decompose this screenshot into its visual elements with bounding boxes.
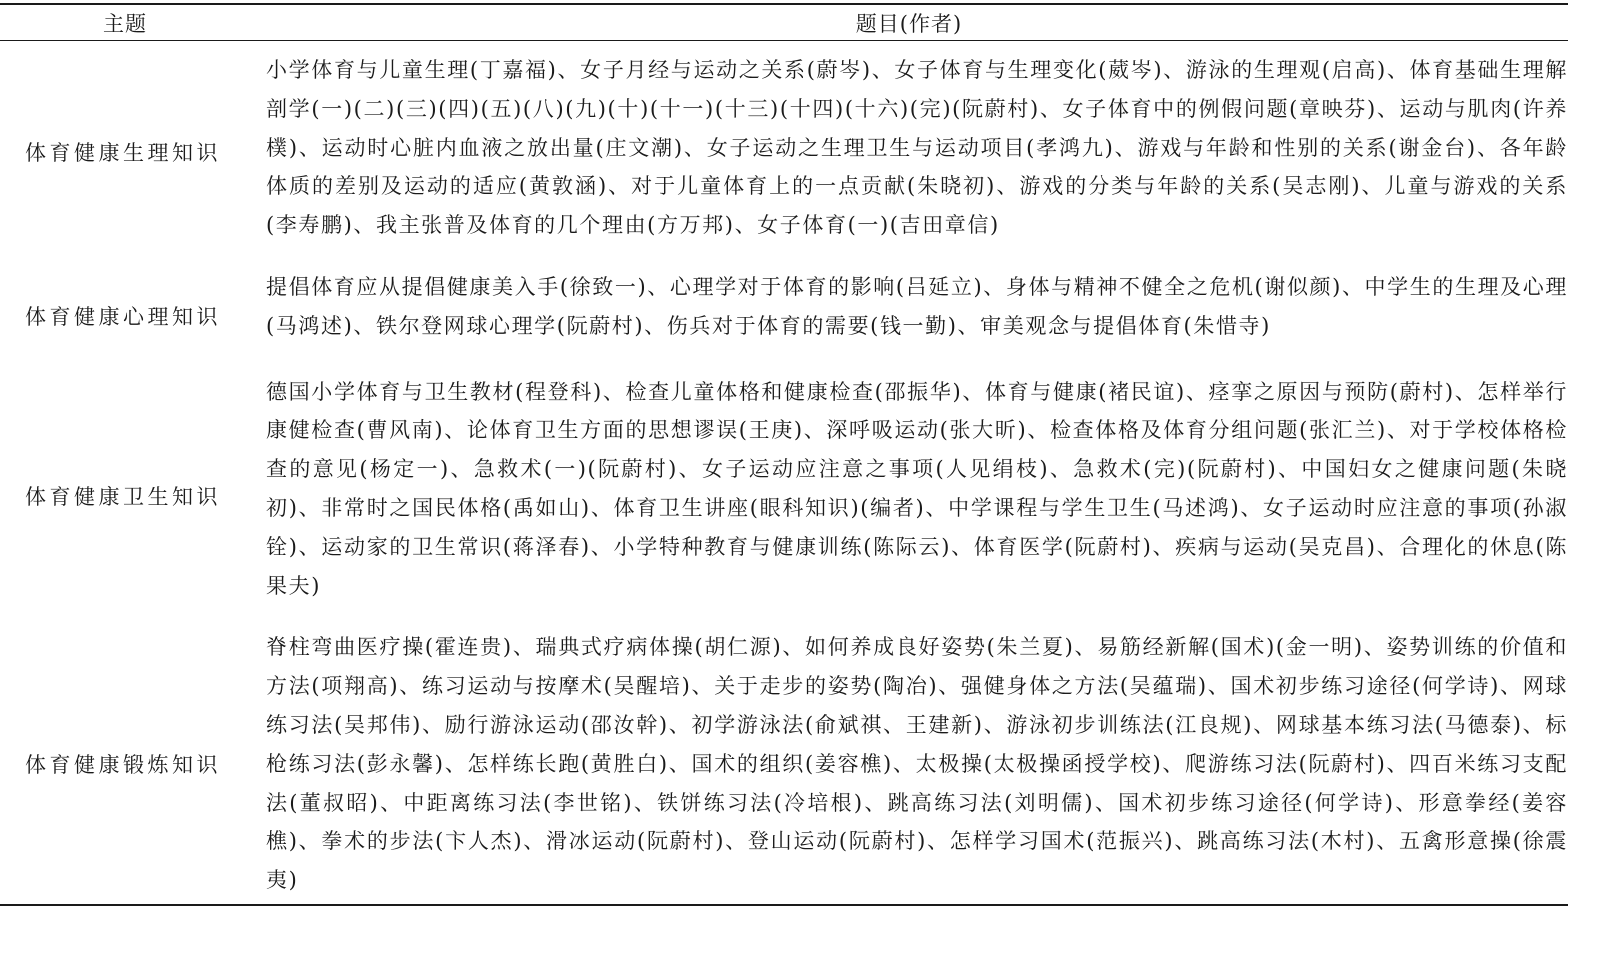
table-row bbox=[0, 624, 1568, 905]
table-row bbox=[0, 41, 1568, 264]
topics-table-container bbox=[0, 3, 1568, 906]
table-body bbox=[0, 41, 1568, 905]
topics-table bbox=[0, 3, 1568, 906]
row-topic: 体育健康生理知识 bbox=[25, 141, 221, 166]
table-header bbox=[0, 4, 1568, 41]
row-topic: 体育健康卫生知识 bbox=[25, 485, 221, 510]
header-items: 题目(作者) bbox=[250, 4, 1568, 41]
header-row bbox=[0, 4, 1568, 41]
table-row bbox=[0, 264, 1568, 369]
row-topic: 体育健康锻炼知识 bbox=[0, 624, 250, 905]
row-items: 提倡体育应从提倡健康美入手(徐致一)、心理学对于体育的影响(吕延立)、身体与精神不健全之危机(谢似颜)、中学生的生理及心理(马鸿述)、铁尔登网球心理学(阮蔚村)、伤兵对于体育的需要(钱一勤)、审美观念与提倡体育(朱惜寺) bbox=[266, 274, 1568, 338]
row-items: 脊柱弯曲医疗操(霍连贵)、瑞典式疗病体操(胡仁源)、如何养成良好姿势(朱兰夏)、易筋经新解(国术)(金一明)、姿势训练的价值和方法(项翔高)、练习运动与按摩术(吴醒培)、关于走步的姿势(陶冶)、强健身体之方法(吴蕴瑞)、国术初步练习途径(何学诗)、网球练习法(吴邦伟)、励行游泳运动(邵汝幹)、初学游泳法(俞斌祺、王建新)、游泳初步训练法(江良规)、网球基本练习法(马德泰)、标枪练习法(彭永馨)、怎样练长跑(黄胜白)、国术的组织(姜容樵)、太极操(太极操函授学校)、爬游练习法(阮蔚村)、四百米练习支配法(董叔昭)、中距离练习法(李世铭)、铁饼练习法(冷培根)、跳高练习法(刘明儒)、国术初步练习途径(何学诗)、形意拳经(姜容樵)、拳术的步法(卞人杰)、滑冰运动(阮蔚村)、登山运动(阮蔚村)、怎样学习国术(范振兴)、跳高练习法(木村)、五禽形意操(徐震夷) bbox=[250, 624, 1568, 905]
row-topic: 体育健康心理知识 bbox=[25, 305, 221, 330]
header-topic: 主题 bbox=[0, 4, 250, 41]
row-items: 德国小学体育与卫生教材(程登科)、检查儿童体格和健康检查(邵振华)、体育与健康(褚民谊)、痉挛之原因与预防(蔚村)、怎样举行康健检查(曹风南)、论体育卫生方面的思想谬误(王庚)、深呼吸运动(张大昕)、检查体格及体育分组问题(张汇兰)、对于学校体格检查的意见(杨定一)、急救术(一)(阮蔚村)、女子运动应注意之事项(人见绢枝)、急救术(完)(阮蔚村)、中国妇女之健康问题(朱晓初)、非常时之国民体格(禹如山)、体育卫生讲座(眼科知识)(编者)、中学课程与学生卫生(马述鸿)、女子运动时应注意的事项(孙淑铨)、运动家的卫生常识(蒋泽春)、小学特种教育与健康训练(陈际云)、体育医学(阮蔚村)、疾病与运动(吴克昌)、合理化的休息(陈果夫) bbox=[266, 379, 1568, 598]
table-row bbox=[0, 369, 1568, 625]
row-items: 小学体育与儿童生理(丁嘉福)、女子月经与运动之关系(蔚岑)、女子体育与生理变化(葳岑)、游泳的生理观(启高)、体育基础生理解剖学(一)(二)(三)(四)(五)(八)(九)(十)(十一)(十三)(十四)(十六)(完)(阮蔚村)、女子体育中的例假问题(章映芬)、运动与肌肉(许养樸)、运动时心脏内血液之放出量(庄文潮)、女子运动之生理卫生与运动项目(孝鸿九)、游戏与年龄和性别的关系(谢金台)、各年龄体质的差别及运动的适应(黄敦涵)、对于儿童体育上的一点贡献(朱晓初)、游戏的分类与年龄的关系(吴志刚)、儿童与游戏的关系(李寿鹏)、我主张普及体育的几个理由(方万邦)、女子体育(一)(吉田章信) bbox=[266, 58, 1568, 238]
